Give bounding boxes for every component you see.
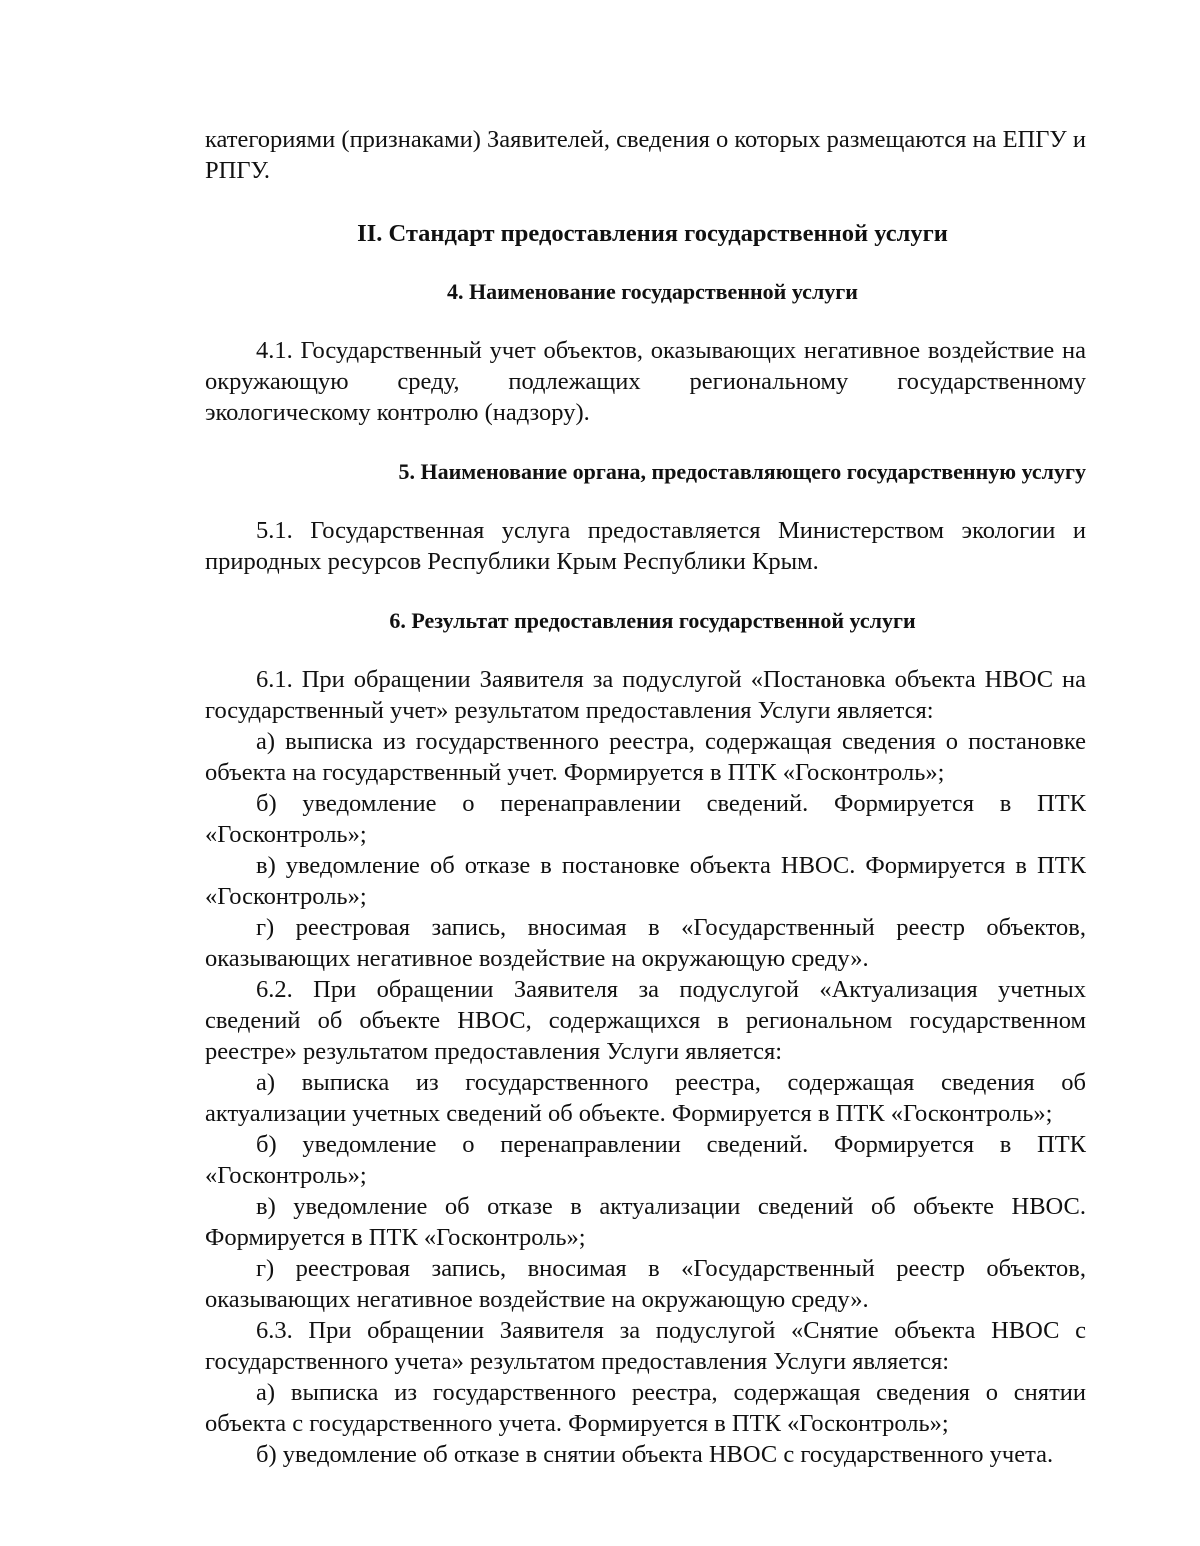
list-item: б) уведомление о перенаправлении сведений. Формируется в ПТК «Госконтроль»; [205,1131,1086,1189]
list-item: г) реестровая запись, вносимая в «Государственный реестр объектов, оказывающих негативное воздействие на окружающую среду». [205,914,1086,972]
paragraph-5-1: 5.1. Государственная услуга предоставляется Министерством экологии и природных ресурсов Республики Крым Республики Крым. [205,517,1086,575]
list-item: а) выписка из государственного реестра, содержащая сведения о постановке объекта на государственный учет. Формируется в ПТК «Госконтроль»; [205,728,1086,786]
section-heading: II. Стандарт предоставления государственной услуги [357,220,948,247]
list-item: б) уведомление о перенаправлении сведений. Формируется в ПТК «Госконтроль»; [205,790,1086,848]
paragraph-6-3: 6.3. При обращении Заявителя за подуслугой «Снятие объекта НВОС с государственного учета» результатом предоставления Услуги является: [205,1317,1086,1375]
document-page [205,124,1086,1470]
paragraph-6-2: 6.2. При обращении Заявителя за подуслугой «Актуализация учетных сведений об объекте НВОС, содержащихся в региональном государственном реестре» результатом предоставления Услуги является: [205,976,1086,1065]
list-item: в) уведомление об отказе в постановке объекта НВОС. Формируется в ПТК «Госконтроль»; [205,852,1086,910]
list-item: а) выписка из государственного реестра, содержащая сведения об актуализации учетных сведений об объекте. Формируется в ПТК «Госконтроль»; [205,1069,1086,1127]
paragraph-6-1: 6.1. При обращении Заявителя за подуслугой «Постановка объекта НВОС на государственный учет» результатом предоставления Услуги является: [205,666,1086,724]
heading-5: 5. Наименование органа, предоставляющего государственную услугу [398,459,1086,484]
list-item: а) выписка из государственного реестра, содержащая сведения о снятии объекта с государственного учета. Формируется в ПТК «Госконтроль»; [205,1379,1086,1437]
paragraph-intro: категориями (признаками) Заявителей, сведения о которых размещаются на ЕПГУ и РПГУ. [205,126,1086,184]
list-item: г) реестровая запись, вносимая в «Государственный реестр объектов, оказывающих негативное воздействие на окружающую среду». [205,1255,1086,1313]
list-item: в) уведомление об отказе в актуализации сведений об объекте НВОС. Формируется в ПТК «Госконтроль»; [205,1193,1086,1251]
section-6-body [205,664,1086,1470]
list-item: б) уведомление об отказе в снятии объекта НВОС с государственного учета. [256,1441,1054,1468]
heading-6: 6. Результат предоставления государственной услуги [389,608,916,633]
heading-4: 4. Наименование государственной услуги [447,279,858,304]
paragraph-4-1: 4.1. Государственный учет объектов, оказывающих негативное воздействие на окружающую среду, подлежащих региональному государственному экологическому контролю (надзору). [205,337,1086,426]
